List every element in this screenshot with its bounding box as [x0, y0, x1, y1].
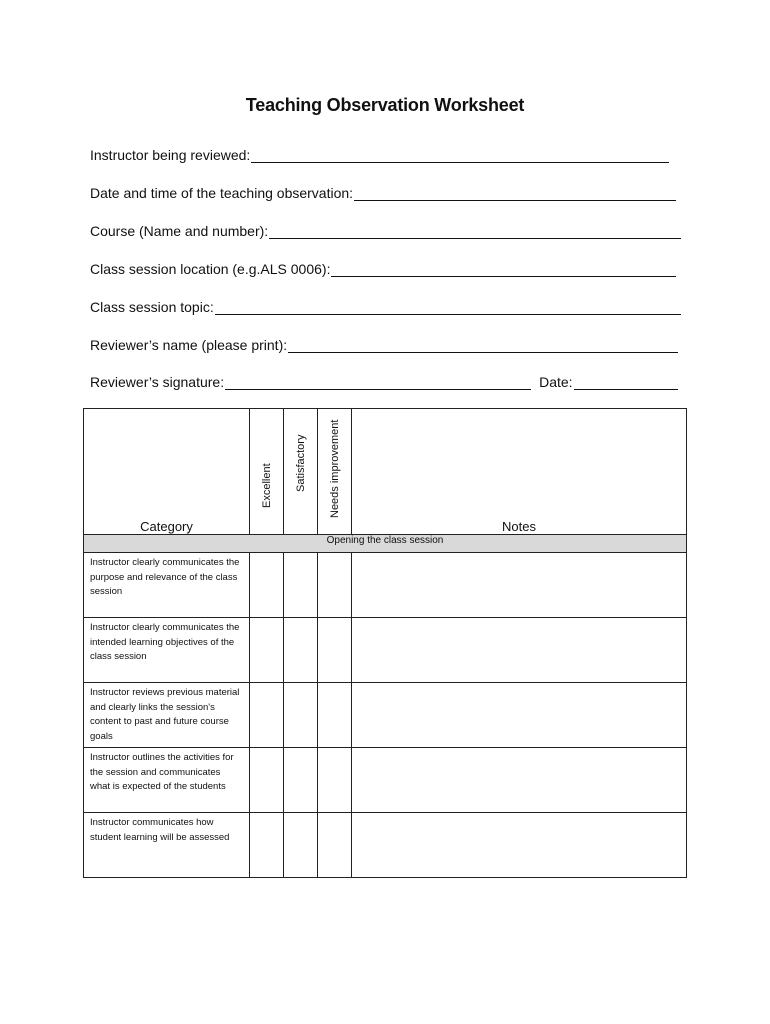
date-blank[interactable]: [574, 375, 678, 390]
satisfactory-cell[interactable]: [284, 618, 318, 683]
table-row: [84, 813, 687, 878]
satisfactory-cell[interactable]: [284, 813, 318, 878]
location-blank[interactable]: [331, 262, 676, 277]
needs-improvement-cell[interactable]: [318, 748, 352, 813]
notes-cell[interactable]: [352, 618, 687, 683]
satisfactory-cell[interactable]: [284, 553, 318, 618]
topic-label: Class session topic:: [90, 299, 214, 315]
needs-improvement-header: Needs improvement: [318, 409, 352, 535]
location-label: Class session location (e.g.ALS 0006):: [90, 261, 331, 277]
needs-improvement-cell[interactable]: [318, 618, 352, 683]
datetime-field[interactable]: [90, 181, 676, 201]
notes-header: Notes: [352, 409, 687, 535]
notes-cell[interactable]: [352, 683, 687, 748]
reviewer-signature-label: Reviewer’s signature:: [90, 374, 225, 390]
reviewer-signature-blank[interactable]: [225, 375, 531, 390]
satisfactory-cell[interactable]: [284, 683, 318, 748]
criterion-text: Instructor outlines the activities for the session and communicates what is expected of the students: [90, 752, 234, 792]
table-header-row: [84, 409, 687, 535]
excellent-cell[interactable]: [250, 748, 284, 813]
table-row: [84, 683, 687, 748]
table-row: [84, 553, 687, 618]
satisfactory-cell[interactable]: [284, 748, 318, 813]
section-title: Opening the class session: [84, 535, 687, 553]
worksheet-title: Teaching Observation Worksheet: [245, 95, 525, 115]
topic-field[interactable]: [90, 295, 681, 315]
criterion-text: Instructor clearly communicates the intended learning objectives of the class session: [90, 622, 240, 662]
course-blank[interactable]: [269, 224, 681, 239]
criterion-text: Instructor clearly communicates the purpose and relevance of the class session: [90, 557, 240, 597]
datetime-blank[interactable]: [354, 186, 676, 201]
reviewer-name-label: Reviewer’s name (please print):: [90, 337, 288, 353]
reviewer-name-blank[interactable]: [288, 338, 678, 353]
excellent-header: Excellent: [250, 409, 284, 535]
table-row: [84, 748, 687, 813]
course-label: Course (Name and number):: [90, 223, 269, 239]
section-row: [84, 535, 687, 553]
excellent-cell[interactable]: [250, 683, 284, 748]
instructor-field[interactable]: [90, 143, 669, 163]
instructor-blank[interactable]: [251, 148, 669, 163]
criterion-text: Instructor reviews previous material and clearly links the session's content to past and future course goals: [90, 687, 240, 742]
reviewer-name-field[interactable]: [90, 333, 678, 353]
notes-cell[interactable]: [352, 748, 687, 813]
excellent-cell[interactable]: [250, 618, 284, 683]
needs-improvement-cell[interactable]: [318, 683, 352, 748]
excellent-cell[interactable]: [250, 553, 284, 618]
notes-cell[interactable]: [352, 813, 687, 878]
reviewer-signature-field[interactable]: [90, 370, 678, 390]
category-header: Category: [84, 409, 250, 535]
table-row: [84, 618, 687, 683]
datetime-label: Date and time of the teaching observation:: [90, 185, 354, 201]
instructor-label: Instructor being reviewed:: [90, 147, 251, 163]
needs-improvement-cell[interactable]: [318, 553, 352, 618]
location-field[interactable]: [90, 257, 676, 277]
observation-table: [83, 408, 687, 878]
satisfactory-header: Satisfactory: [284, 409, 318, 535]
course-field[interactable]: [90, 219, 681, 239]
criterion-text: Instructor communicates how student learning will be assessed: [90, 817, 230, 843]
topic-blank[interactable]: [215, 300, 681, 315]
notes-cell[interactable]: [352, 553, 687, 618]
excellent-cell[interactable]: [250, 813, 284, 878]
date-label: Date:: [539, 374, 573, 390]
needs-improvement-cell[interactable]: [318, 813, 352, 878]
